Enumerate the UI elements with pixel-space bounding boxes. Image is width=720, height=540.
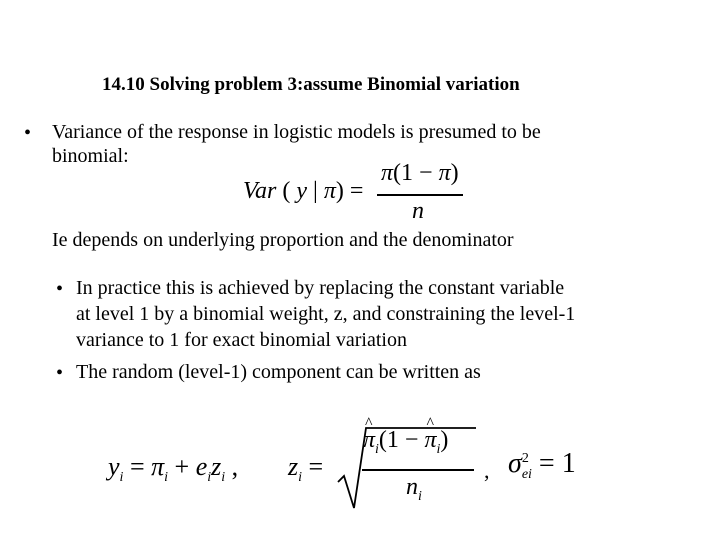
- sub-bullet1-line3: variance to 1 for exact binomial variation: [76, 329, 407, 351]
- sub-bullet-marker: •: [56, 362, 64, 384]
- bullet1-line1: Variance of the response in logistic models is presumed to be: [52, 121, 541, 143]
- slide-title: 14.10 Solving problem 3:assume Binomial variation: [102, 74, 520, 95]
- bullet-marker: •: [24, 122, 32, 144]
- sub-bullet-marker: •: [56, 278, 64, 300]
- sub-bullet1-line2: at level 1 by a binomial weight, z, and constraining the level-1: [76, 303, 576, 325]
- bullet1-line2: binomial:: [52, 145, 129, 167]
- sub-bullet2-line1: The random (level-1) component can be written as: [76, 361, 481, 383]
- sub-bullet1-line1: In practice this is achieved by replacing the constant variable: [76, 277, 565, 299]
- ie-line: Ie depends on underlying proportion and the denominator: [52, 229, 514, 251]
